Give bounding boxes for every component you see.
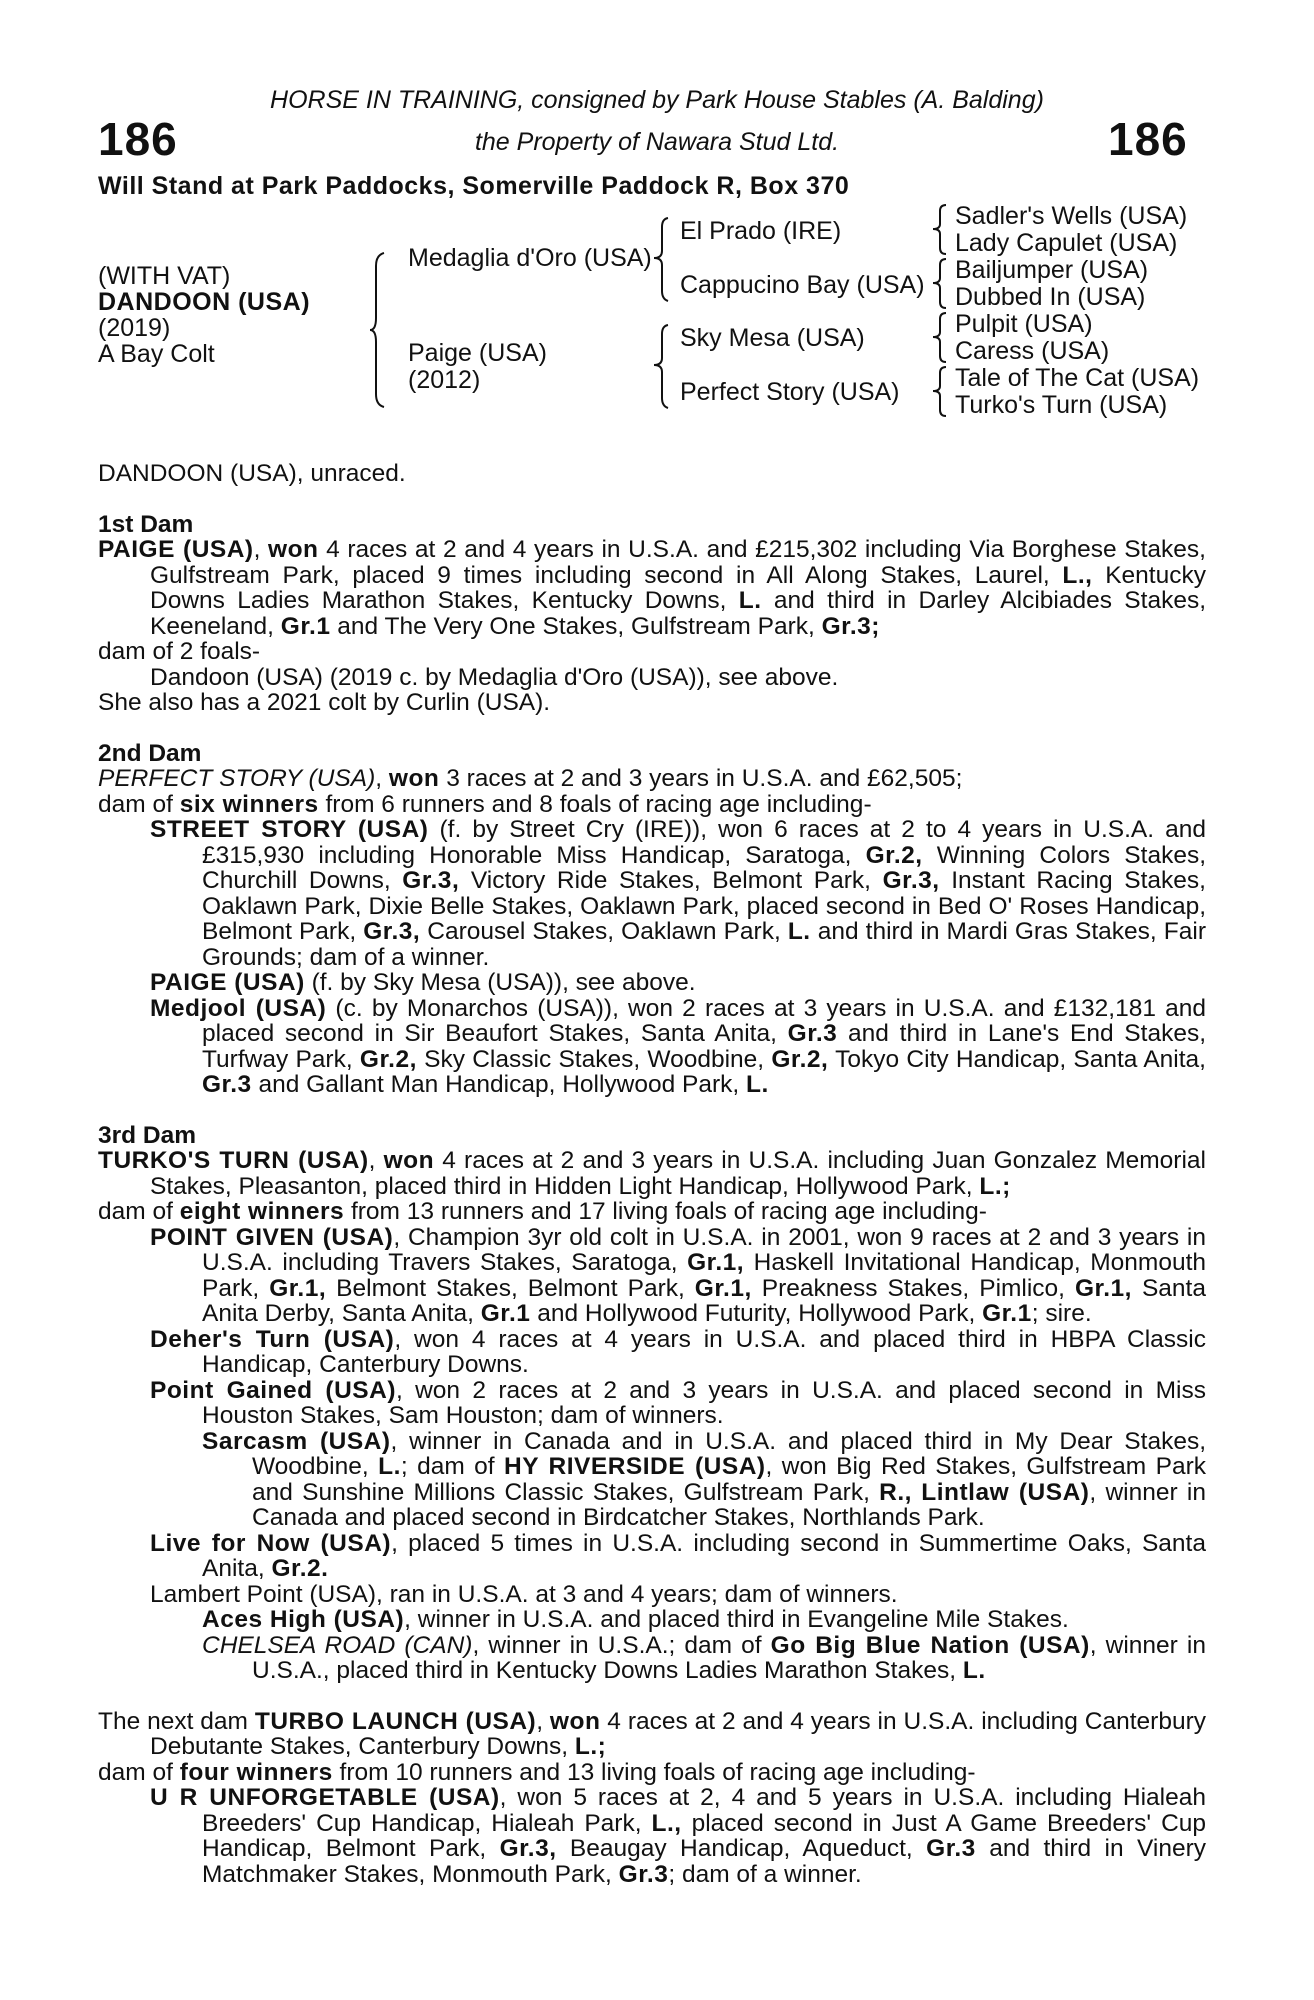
horse-name: Deher's Turn (USA) <box>150 1325 395 1353</box>
second-dam-heading: 2nd Dam <box>98 739 202 767</box>
progeny-entry: Medjool (USA) (c. by Monarchos (USA)), won 2 races at 3 years in U.S.A. and £132,181 and placed second in Sir Beaufort Stakes, Santa Anita, Gr.3 and third in Lane's End Stakes, Turfway Park, Gr.2, Sky Classic Stakes, Woodbine, Gr.2, Tokyo City Handicap, Santa Anita, Gr.3 and Gallant Man Handicap, Hollywood Park, L. <box>150 994 1206 1098</box>
horse-name: TURKO'S TURN (USA) <box>98 1147 369 1174</box>
won-label: won <box>268 536 319 563</box>
g3-bracket-1 <box>930 202 950 258</box>
consignment-line: HORSE IN TRAINING, consigned by Park House Stables (A. Balding) <box>270 86 1044 114</box>
lot-number-left: 186 <box>98 113 178 165</box>
progeny-entry: Aces High (USA), winner in U.S.A. and placed third in Evangeline Mile Stakes. <box>202 1606 1069 1633</box>
dam-dam: Perfect Story (USA) <box>680 378 900 406</box>
dam-sire: Sky Mesa (USA) <box>680 324 865 352</box>
sire: Medaglia d'Oro (USA) <box>408 244 652 272</box>
sire-dam: Cappucino Bay (USA) <box>680 271 925 299</box>
g3-ancestor: Lady Capulet (USA) <box>955 229 1178 257</box>
g3-ancestor: Dubbed In (USA) <box>955 283 1146 311</box>
second-dam-line: PERFECT STORY (USA), won 3 races at 2 and 3 years in U.S.A. and £62,505; <box>98 765 963 792</box>
g3-bracket-4 <box>930 364 950 420</box>
progeny-entry: Lambert Point (USA), ran in U.S.A. at 3 and 4 years; dam of winners. <box>150 1580 898 1608</box>
g3-ancestor: Caress (USA) <box>955 337 1110 365</box>
vat-label: (WITH VAT) <box>98 262 231 290</box>
horse-name: Point Gained (USA) <box>150 1376 396 1404</box>
lot-number-right: 186 <box>1108 113 1188 165</box>
g3-bracket-3 <box>930 310 950 366</box>
horse-year: (2019) <box>98 314 171 342</box>
progeny-entry: CHELSEA ROAD (CAN), winner in U.S.A.; dam of Go Big Blue Nation (USA), winner in U.S.A., placed third in Kentucky Downs Ladies Marathon Stakes, L. <box>202 1631 1206 1684</box>
first-dam-paragraph: PAIGE (USA), won 4 races at 2 and 4 years in U.S.A. and £215,302 including Via Borghese Stakes, Gulfstream Park, placed 9 times including second in All Along Stakes, Laurel, L., Kentucky Downs Ladies Marathon Stakes, Kentucky Downs, L. and third in Darley Alcibiades Stakes, Keeneland, Gr.1 and The Very One Stakes, Gulfstream Park, Gr.3; <box>98 536 1206 640</box>
first-dam-heading: 1st Dam <box>98 510 194 538</box>
catalogue-body <box>98 461 1206 1887</box>
stand-location: Will Stand at Park Paddocks, Somerville Paddock R, Box 370 <box>98 172 850 200</box>
progeny-entry: Deher's Turn (USA), won 4 races at 4 years in U.S.A. and placed third in HBPA Classic Handicap, Canterbury Downs. <box>150 1325 1206 1378</box>
horse-name: PAIGE (USA) <box>150 969 305 996</box>
horse-description: A Bay Colt <box>98 340 215 368</box>
dam-of-winners: dam of six winners from 6 runners and 8 foals of racing age including- <box>98 790 872 818</box>
progeny-entry: Point Gained (USA), won 2 races at 2 and 3 years in U.S.A. and placed second in Miss Houston Stakes, Sam Houston; dam of winners. <box>150 1376 1206 1429</box>
g3-bracket-2 <box>930 256 950 312</box>
horse-name: DANDOON (USA) <box>98 288 311 316</box>
foal-entry: Dandoon (USA) (2019 c. by Medaglia d'Oro (USA)), see above. <box>150 663 839 691</box>
horse-name: Aces High (USA) <box>202 1606 405 1633</box>
horse-name: Medjool (USA) <box>150 994 327 1022</box>
dam-year: (2012) <box>408 366 481 394</box>
sire-sire: El Prado (IRE) <box>680 217 842 245</box>
horse-name: STREET STORY (USA) <box>150 816 429 843</box>
g3-ancestor: Turko's Turn (USA) <box>955 391 1168 419</box>
g3-ancestor: Bailjumper (USA) <box>955 256 1149 284</box>
horse-name: PERFECT STORY (USA) <box>98 765 376 792</box>
progeny-entry: U R UNFORGETABLE (USA), won 5 races at 2, 4 and 5 years in U.S.A. including Hialeah Breeders' Cup Handicap, Hialeah Park, L., placed second in Just A Game Breeders' Cup Handicap, Belmont Park, Gr.3, Beaugay Handicap, Aqueduct, Gr.3 and third in Vinery Matchmaker Stakes, Monmouth Park, Gr.3; dam of a winner. <box>150 1784 1207 1888</box>
horse-name: PAIGE (USA) <box>98 536 254 563</box>
dam-of-winners: dam of four winners from 10 runners and 13 living foals of racing age including- <box>98 1758 976 1786</box>
horse-name: TURBO LAUNCH (USA) <box>254 1707 537 1735</box>
sire-bracket <box>650 215 674 305</box>
g3-ancestor: Tale of The Cat (USA) <box>955 364 1200 392</box>
dam-bracket <box>650 322 674 412</box>
also-note: She also has a 2021 colt by Curlin (USA). <box>98 689 551 716</box>
progeny-entry: Live for Now (USA), placed 5 times in U.S.A. including second in Summertime Oaks, Santa Anita, Gr.2. <box>150 1529 1206 1582</box>
pedigree-bracket-main <box>368 250 398 410</box>
g3-ancestor: Pulpit (USA) <box>955 310 1093 338</box>
dam-of-winners: dam of eight winners from 13 runners and 17 living foals of racing age including- <box>98 1198 987 1225</box>
property-line: the Property of Nawara Stud Ltd. <box>474 128 840 156</box>
g3-ancestor: Sadler's Wells (USA) <box>955 202 1188 230</box>
horse-name: CHELSEA ROAD (CAN) <box>202 1631 473 1659</box>
third-dam-heading: 3rd Dam <box>98 1121 197 1149</box>
dam-of-foals: dam of 2 foals- <box>98 638 261 665</box>
progeny-entry: Sarcasm (USA), winner in Canada and in U.S.A. and placed third in My Dear Stakes, Woodbine, L.; dam of HY RIVERSIDE (USA), won Big Red Stakes, Gulfstream Park and Sunshine Millions Classic Stakes, Gulfstream Park, R., Lintlaw (USA), winner in Canada and placed second in Birdcatcher Stakes, Northlands Park. <box>202 1427 1207 1531</box>
progeny-entry: PAIGE (USA) (f. by Sky Mesa (USA)), see above. <box>150 969 696 996</box>
horse-name: Sarcasm (USA) <box>202 1427 391 1455</box>
next-dam-paragraph: The next dam TURBO LAUNCH (USA), won 4 races at 2 and 4 years in U.S.A. including Canterbury Debutante Stakes, Canterbury Downs, L.; <box>98 1707 1206 1760</box>
race-record: DANDOON (USA), unraced. <box>98 460 406 487</box>
progeny-entry: STREET STORY (USA) (f. by Street Cry (IRE)), won 6 races at 2 to 4 years in U.S.A. and £315,930 including Honorable Miss Handicap, Saratoga, Gr.2, Winning Colors Stakes, Churchill Downs, Gr.3, Victory Ride Stakes, Belmont Park, Gr.3, Instant Racing Stakes, Oaklawn Park, Dixie Belle Stakes, Oaklawn Park, placed second in Bed O' Roses Handicap, Belmont Park, Gr.3, Carousel Stakes, Oaklawn Park, L. and third in Mardi Gras Stakes, Fair Grounds; dam of a winner. <box>150 816 1207 971</box>
horse-name: U R UNFORGETABLE (USA) <box>150 1784 500 1811</box>
progeny-entry: POINT GIVEN (USA), Champion 3yr old colt in U.S.A. in 2001, won 9 races at 2 and 3 years in U.S.A. including Travers Stakes, Saratoga, Gr.1, Haskell Invitational Handicap, Monmouth Park, Gr.1, Belmont Stakes, Belmont Park, Gr.1, Preakness Stakes, Pimlico, Gr.1, Santa Anita Derby, Santa Anita, Gr.1 and Hollywood Futurity, Hollywood Park, Gr.1; sire. <box>150 1223 1207 1327</box>
horse-name: POINT GIVEN (USA) <box>150 1223 394 1251</box>
horse-name: Live for Now (USA) <box>150 1529 392 1557</box>
third-dam-paragraph: TURKO'S TURN (USA), won 4 races at 2 and 3 years in U.S.A. including Juan Gonzalez Memorial Stakes, Pleasanton, placed third in Hidden Light Handicap, Hollywood Park, L.; <box>98 1147 1206 1200</box>
dam: Paige (USA) <box>408 339 547 367</box>
